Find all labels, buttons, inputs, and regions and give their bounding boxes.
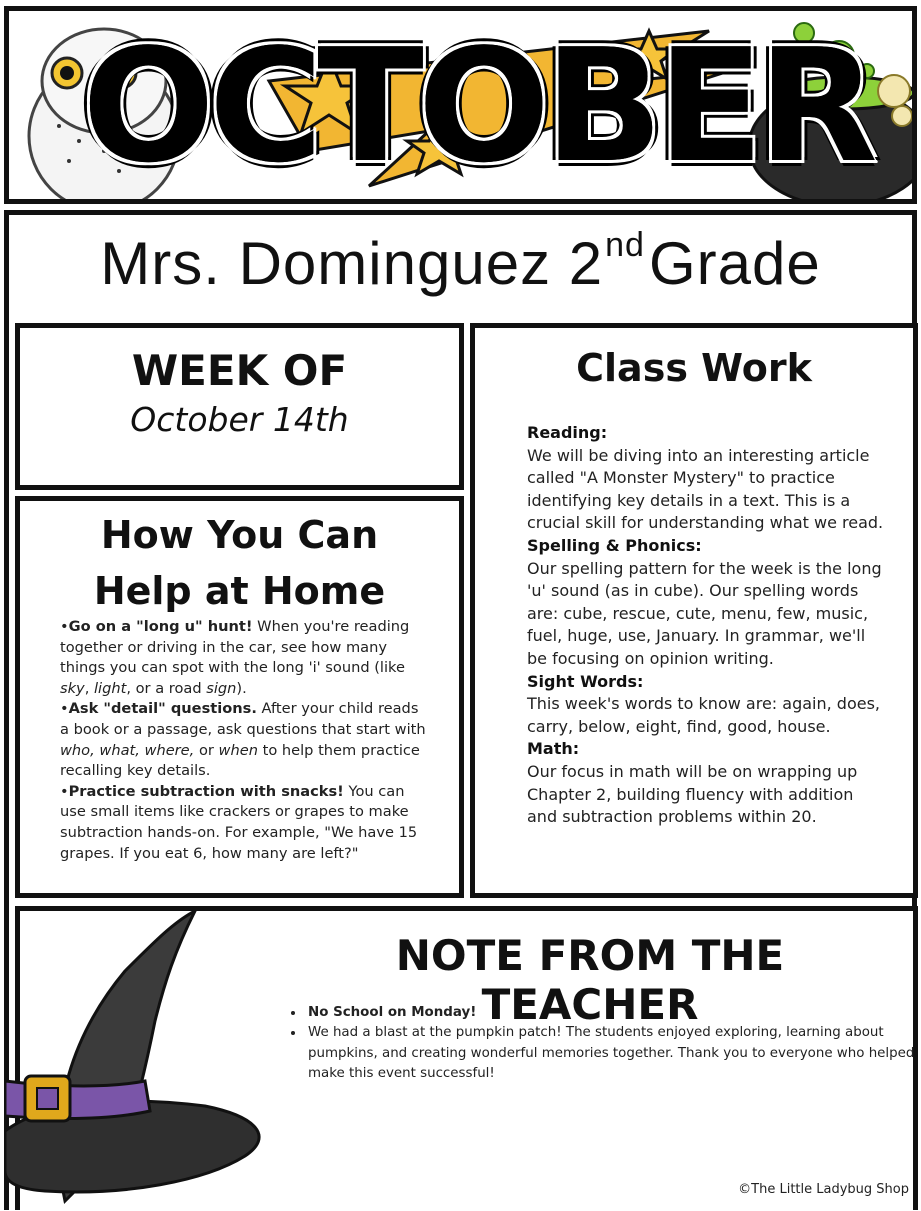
section-title: Spelling & Phonics: [527,535,702,555]
note-item: • No School on Monday! [305,1003,921,1023]
help-list [60,617,430,864]
class-work-body [527,422,887,829]
help-at-home-box [15,496,464,898]
grade-ordinal: nd [605,226,645,264]
help-item: •Practice subtraction with snacks! You can use small items like crackers or grapes to make subtraction hands-on. For example, "We have 15 grapes. If you eat 6, how many are left?" [60,782,418,862]
note-list [285,1003,921,1085]
week-of-box [15,323,464,490]
witch-hat-icon [5,911,265,1211]
teacher-title [0,226,921,298]
copyright: ©The Little Ladybug Shop [738,1182,909,1197]
help-item: •Ask "detail" questions. After your child reads a book or a passage, ask questions that start with who, what, where, or when to help them practice recalling key details. [60,700,426,780]
help-heading-line2: Help at Home [93,569,386,613]
class-work-box [470,323,918,898]
week-date: October 14th [130,400,349,439]
help-item: •Go on a "long u" hunt! When you're reading together or driving in the car, see how many things you can spot with the long 'i' sound (like sky, light, or a road sign). [60,618,410,697]
october-banner [4,6,917,204]
grade-label: Grade [648,230,821,297]
class-work-heading: Class Work [576,346,812,390]
teacher-name: Mrs. Dominguez 2 [100,230,604,297]
note-heading: NOTE FROM THE TEACHER [395,931,785,1029]
banner-title-text: OCTOBER [82,15,872,197]
help-heading [20,507,459,619]
note-item: • We had a blast at the pumpkin patch! The students enjoyed exploring, learning about pumpkins, and creating wonderful memories together. Thank you to everyone who helped make this event successful! [305,1023,921,1084]
note-from-teacher-box [15,906,918,1210]
section-text: We will be diving into an interesting article called "A Monster Mystery" to practice identifying key details in a text. This is a crucial skill for understanding what we read. [527,445,884,533]
section-title: Sight Words: [527,671,644,691]
section-text: Our focus in math will be on wrapping up Chapter 2, building fluency with addition and subtraction problems within 20. [527,761,858,827]
banner-title [82,11,872,201]
section-title: Math: [527,739,580,759]
section-text: This week's words to know are: again, does, carry, below, eight, find, good, house. [527,694,880,736]
help-heading-line1: How You Can [100,513,379,557]
section-text: Our spelling pattern for the week is the long 'u' sound (as in cube). Our spelling words are: cube, rescue, cute, menu, few, music, fuel, huge, use, January. In grammar, we'll be focusing on opinion writing. [527,558,882,668]
week-heading: WEEK OF [131,346,348,395]
section-title: Reading: [527,423,608,442]
